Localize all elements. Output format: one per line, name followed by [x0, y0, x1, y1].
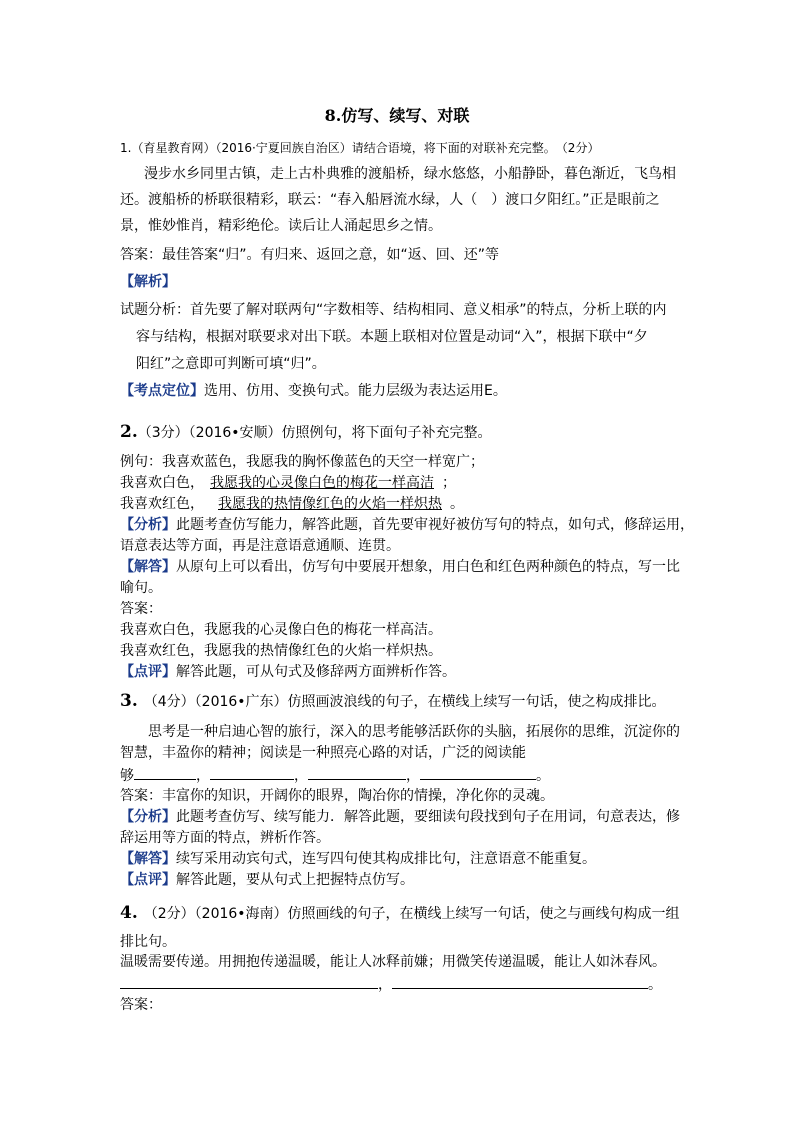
q4-header-text: （2分）（2016•海南）仿照画线的句子，在横线上续写一句话，使之与画线句构成一组 — [143, 906, 680, 922]
q1-analysis-1: 试题分析：首先要了解对联两句“字数相等、结构相同、意义相承”的特点，分析上联的内 — [120, 302, 667, 318]
q4-number: 4. — [120, 903, 138, 923]
q3-fenxi-tag: 【分析】 — [120, 809, 176, 825]
q3-header-text: （4分）（2016•广东）仿照画波浪线的句子，在横线上续写一句话，使之构成排比。 — [143, 694, 666, 710]
q2-fenxi-2: 语意表达等方面，再是注意语意通顺、连贯。 — [120, 538, 400, 554]
q4-blank-1 — [120, 974, 378, 989]
q3-number: 3. — [120, 691, 138, 711]
q3-fenxi-text-1: 此题考查仿写、续写能力．解答此题，要细读句段找到句子在用词，句意表达，修 — [176, 809, 680, 825]
q1-header: 1.（育星教育网）（2016·宁夏回族自治区）请结合语境，将下面的对联补充完整。 （2分） — [120, 141, 600, 155]
q3-blank-2 — [210, 765, 294, 780]
q2-line-1-fill: 我愿我的心灵像白色的梅花一样高洁 — [210, 475, 434, 491]
q2-line-2-pre: 我喜欢红色， — [120, 496, 204, 512]
q1-answer: 答案：最佳答案“归”。有归来、返回之意，如“返、回、还”等 — [120, 247, 500, 263]
q3-fenxi-1 — [120, 807, 680, 827]
q2-line-1-post: ； — [442, 475, 456, 491]
q2-example: 例句：我喜欢蓝色，我愿我的胸怀像蓝色的天空一样宽广； — [120, 454, 484, 470]
q3-sep-1: ， — [196, 768, 210, 784]
q4-header-2: 排比句。 — [120, 934, 176, 950]
q1-analysis-2: 容与结构，根据对联要求对出下联。本题上联相对位置是动词“入”，根据下联中“夕 — [136, 329, 648, 345]
q2-fenxi-tag: 【分析】 — [120, 517, 176, 533]
q2-fenxi-text-1: 此题考查仿写能力，解答此题，首先要审视好被仿写句的特点，如句式，修辞运用， — [176, 517, 694, 533]
q3-blank-4 — [420, 765, 536, 780]
q1-kaodian — [120, 381, 507, 401]
q3-header — [120, 691, 666, 712]
q3-para-1: 思考是一种启迪心智的旅行，深入的思考能够活跃你的头脑，拓展你的思维，沉淀你的 — [148, 724, 680, 740]
q2-jieda-tag: 【解答】 — [120, 559, 176, 575]
q3-blank-line — [120, 765, 550, 786]
q1-jiexi-tag: 【解析】 — [120, 274, 176, 290]
q1-para-3: 景，惟妙惟肖，精彩绝伦。读后让人涌起思乡之情。 — [120, 218, 442, 234]
q3-jieda-text: 续写采用动宾句式，连写四句使其构成排比句，注意语意不能重复。 — [176, 851, 596, 867]
q4-blank-line — [120, 974, 662, 995]
q2-dianping-tag: 【点评】 — [120, 664, 176, 680]
q3-jieda — [120, 849, 596, 869]
q2-line-2-post: 。 — [450, 496, 464, 512]
page-title: 8.仿写、续写、对联 — [324, 106, 470, 125]
q4-answer-label: 答案： — [120, 997, 162, 1013]
kaodian-text: 选用、仿用、变换句式。能力层级为表达运用E。 — [204, 383, 507, 399]
q2-number: 2. — [120, 422, 138, 442]
q2-header — [120, 422, 492, 443]
q3-fenxi-2: 辞运用等方面的特点，辨析作答。 — [120, 830, 330, 846]
q3-sep-3: ， — [406, 768, 420, 784]
q2-fenxi-1 — [120, 515, 694, 535]
q2-jieda-2: 喻句。 — [120, 580, 162, 596]
q3-dianping-tag: 【点评】 — [120, 872, 176, 888]
q4-end: 。 — [648, 977, 662, 993]
q1-analysis-3: 阳红”之意即可判断可填“归”。 — [136, 356, 326, 372]
q3-line-pre: 够 — [120, 768, 134, 784]
q3-dianping — [120, 870, 414, 890]
q3-dianping-text: 解答此题，要从句式上把握特点仿写。 — [176, 872, 414, 888]
q2-dianping — [120, 662, 456, 682]
q3-end: 。 — [536, 768, 550, 784]
q2-answer-label: 答案： — [120, 601, 162, 617]
q4-header — [120, 903, 680, 924]
q3-blank-1 — [134, 765, 196, 780]
q2-dianping-text: 解答此题，可从句式及修辞两方面辨析作答。 — [176, 664, 456, 680]
kaodian-tag: 【考点定位】 — [120, 383, 204, 399]
q4-sep: ， — [378, 977, 392, 993]
q2-line-1-pre: 我喜欢白色， — [120, 475, 204, 491]
q4-blank-2 — [392, 974, 648, 989]
q2-answer-1: 我喜欢白色，我愿我的心灵像白色的梅花一样高洁。 — [120, 622, 442, 638]
q2-line-2-fill: 我愿我的热情像红色的火焰一样炽热 — [218, 496, 442, 512]
q3-sep-2: ， — [294, 768, 308, 784]
q3-para-2: 智慧，丰盈你的精神；阅读是一种照亮心路的对话，广泛的阅读能 — [120, 745, 526, 761]
q4-text: 温暖需要传递。用拥抱传递温暖，能让人冰释前嫌；用微笑传递温暖，能让人如沐春风。 — [120, 954, 666, 970]
q3-jieda-tag: 【解答】 — [120, 851, 176, 867]
q2-line-1 — [120, 473, 456, 493]
q1-para-1: 漫步水乡同里古镇，走上古朴典雅的渡船桥，绿水悠悠，小船静卧，暮色渐近，飞鸟相 — [144, 166, 676, 182]
q2-header-text: （3分）（2016•安顺）仿照例句，将下面句子补充完整。 — [137, 425, 492, 441]
q2-jieda-text-1: 从原句上可以看出，仿写句中要展开想象，用白色和红色两种颜色的特点，写一比 — [176, 559, 680, 575]
q2-answer-2: 我喜欢红色，我愿我的热情像红色的火焰一样炽热。 — [120, 643, 442, 659]
q1-para-2: 还。渡船桥的桥联很精彩，联云：“春入船唇流水绿，人（ ）渡口夕阳红。”正是眼前之 — [120, 192, 660, 208]
q3-blank-3 — [308, 765, 406, 780]
q2-line-2 — [120, 494, 464, 514]
q3-answer: 答案：丰富你的知识，开阔你的眼界，陶冶你的情操，净化你的灵魂。 — [120, 788, 554, 804]
q2-jieda-1 — [120, 557, 680, 577]
